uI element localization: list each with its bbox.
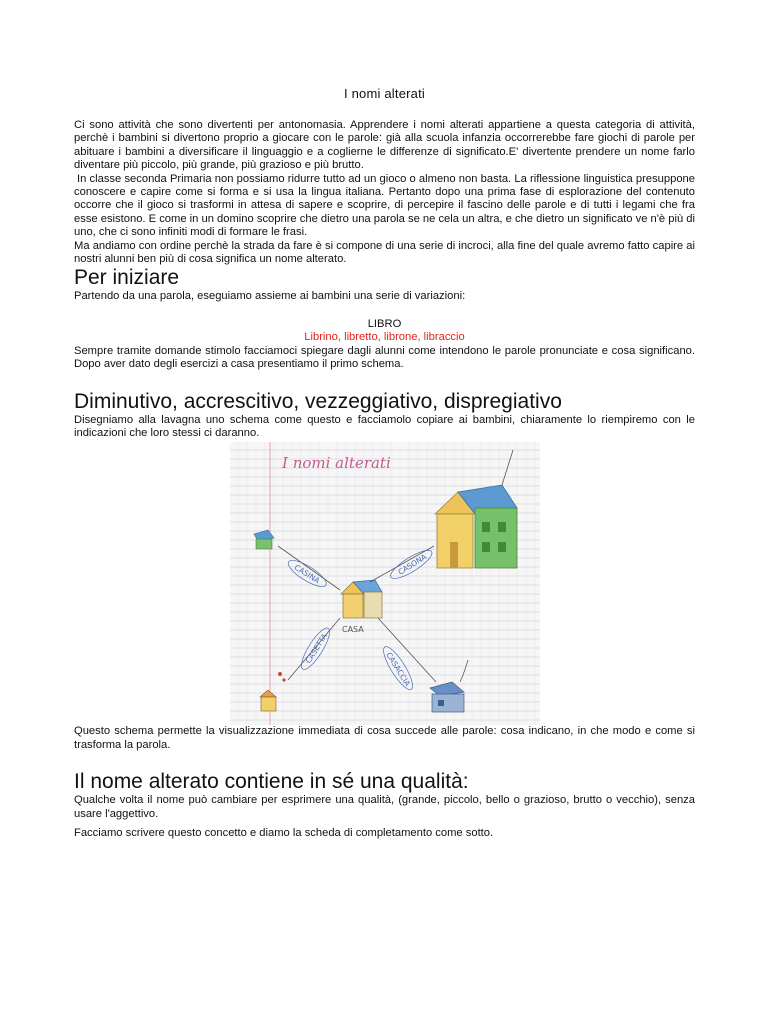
intro-paragraph-1: Ci sono attività che sono divertenti per antonomasia. Apprendere i nomi alterati appartiene a questa categoria di attività, perchè i bambini si divertono proprio a giocare con le parole: già alla scuola infanzia occorrerebbe fare giochi di parole per abituare i bambini a diversificare il linguaggio e a coglierne le differenze di significato.E' divertente prendere un nome farlo diventare più piccolo, più grande, più grazioso e più brutto. (74, 119, 695, 172)
label-pretty: CASETTA (303, 632, 330, 666)
example-variations: Librino, libretto, librone, libraccio (304, 331, 465, 344)
label-ugly: CASACCIA (384, 651, 413, 689)
section2-text: Disegniamo alla lavagna uno schema come questo e facciamolo copiare ai bambini, chiaramente lo riempiremo con le indicazioni che loro stessi ci daranno. (74, 413, 695, 439)
section3-text-2: Facciamo scrivere questo concetto e diamo la scheda di completamento come sotto. (74, 826, 494, 839)
center-label: CASA (342, 625, 364, 635)
schema-drawing (230, 442, 540, 725)
document-title: I nomi alterati (343, 86, 426, 101)
section2-after-text: Questo schema permette la visualizzazione immediata di cosa succede alle parole: cosa indicano, in che modo e come si trasforma la parola. (74, 725, 695, 751)
section1-text: Partendo da una parola, eseguiamo assieme ai bambini una serie di variazioni: (74, 290, 466, 303)
label-small: CASINA (292, 563, 322, 586)
section1-after-text: Sempre tramite domande stimolo facciamoci spiegare dagli alunni come intendono le parole pronunciate e cosa significano. Dopo aver dato degli esercizi a casa presentiamo il primo schema. (74, 344, 695, 371)
section-heading-alterations: Diminutivo, accrescitivo, vezzeggiativo, dispregiativo (74, 389, 562, 413)
section-heading-per-iniziare: Per iniziare (74, 266, 180, 290)
label-big: CASONA (396, 552, 429, 577)
intro-paragraph-3: Ma andiamo con ordine perchè la strada da fare è si compone di una serie di incroci, alla fine del quale avremo fatto capire ai nostri alunni ben più di cosa significa un nome alterato. (74, 239, 695, 266)
example-word: LIBRO (367, 317, 402, 330)
notebook-drawing-image (230, 442, 540, 725)
drawing-title: I nomi alterati (282, 454, 391, 473)
intro-paragraph-2: In classe seconda Primaria non possiamo ridurre tutto ad un gioco o almeno non basta. La riflessione linguistica presuppone conoscere e capire come si forma e si usa la lingua italiana. Pertanto dopo una prima fase di esplorazione del contenuto occorre che il gioco si trasformi in attesa di sapere e scoprire, di percepire il fascino delle parole e di tutti i legami che fra esse esistono. E come in un domino scoprire che dietro una parola se ne cela un altra, e che dietro un significato ve n'è più di uno, che ci sono infiniti modi di formare le frasi. (74, 172, 695, 239)
document-content (74, 86, 695, 840)
section-heading-quality: Il nome alterato contiene in sé una qualità: (74, 770, 469, 794)
section3-text-1: Qualche volta il nome può cambiare per esprimere una qualità, (grande, piccolo, bello o grazioso, brutto o vecchio), senza usare l'aggettivo. (74, 794, 695, 820)
